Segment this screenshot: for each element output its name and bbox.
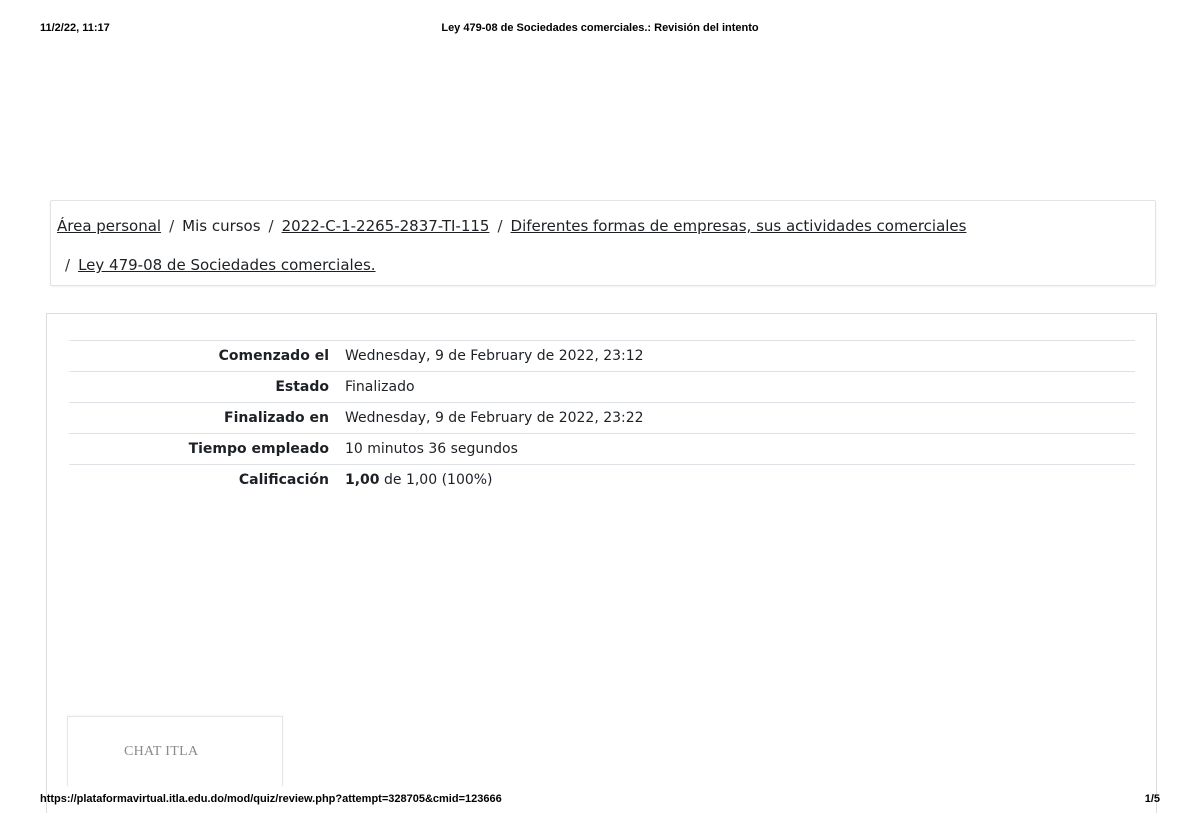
grade-label: Calificación — [238, 472, 329, 488]
state-value: Finalizado — [345, 379, 415, 395]
attempt-summary-table — [69, 340, 1135, 495]
time-label: Tiempo empleado — [188, 441, 329, 457]
finished-label: Finalizado en — [224, 410, 329, 426]
started-label: Comenzado el — [218, 348, 329, 364]
breadcrumb-separator: / — [65, 256, 71, 274]
summary-row-state — [69, 372, 1135, 403]
breadcrumb-separator: / — [497, 217, 503, 235]
print-document-title: Ley 479-08 de Sociedades comerciales.: Revisión del intento — [441, 22, 759, 34]
print-datetime: 11/2/22, 11:17 — [40, 22, 110, 34]
summary-row-time — [69, 434, 1135, 465]
grade-score: 1,00 — [345, 472, 380, 488]
print-header — [40, 22, 1160, 40]
breadcrumb-item-area-personal[interactable]: Área personal — [57, 217, 162, 235]
chat-itla-label: CHAT ITLA — [124, 744, 199, 759]
breadcrumb-item-course[interactable]: 2022-C-1-2265-2837-TI-115 — [281, 217, 490, 235]
breadcrumb-item-mis-cursos: Mis cursos — [182, 217, 261, 235]
print-url: https://plataformavirtual.itla.edu.do/mod/quiz/review.php?attempt=328705&cmid=123666 — [40, 793, 502, 805]
print-page-number: 1/5 — [1144, 793, 1160, 805]
print-footer — [40, 793, 1160, 809]
breadcrumb-line-2 — [65, 256, 376, 274]
grade-value — [337, 465, 1135, 496]
finished-value: Wednesday, 9 de February de 2022, 23:22 — [345, 410, 644, 426]
time-value: 10 minutos 36 segundos — [345, 441, 518, 457]
breadcrumb-item-section[interactable]: Diferentes formas de empresas, sus actividades comerciales — [510, 217, 967, 235]
breadcrumb-separator: / — [268, 217, 274, 235]
started-value: Wednesday, 9 de February de 2022, 23:12 — [345, 348, 644, 364]
summary-row-grade — [69, 465, 1135, 496]
chat-itla-button[interactable] — [67, 716, 283, 786]
breadcrumb — [50, 200, 1156, 286]
breadcrumb-item-quiz[interactable]: Ley 479-08 de Sociedades comerciales. — [78, 256, 376, 274]
summary-row-started — [69, 341, 1135, 372]
state-label: Estado — [275, 379, 329, 395]
summary-row-finished — [69, 403, 1135, 434]
breadcrumb-line-1 — [57, 217, 966, 235]
breadcrumb-separator: / — [169, 217, 175, 235]
grade-total: de 1,00 (100%) — [379, 472, 493, 488]
